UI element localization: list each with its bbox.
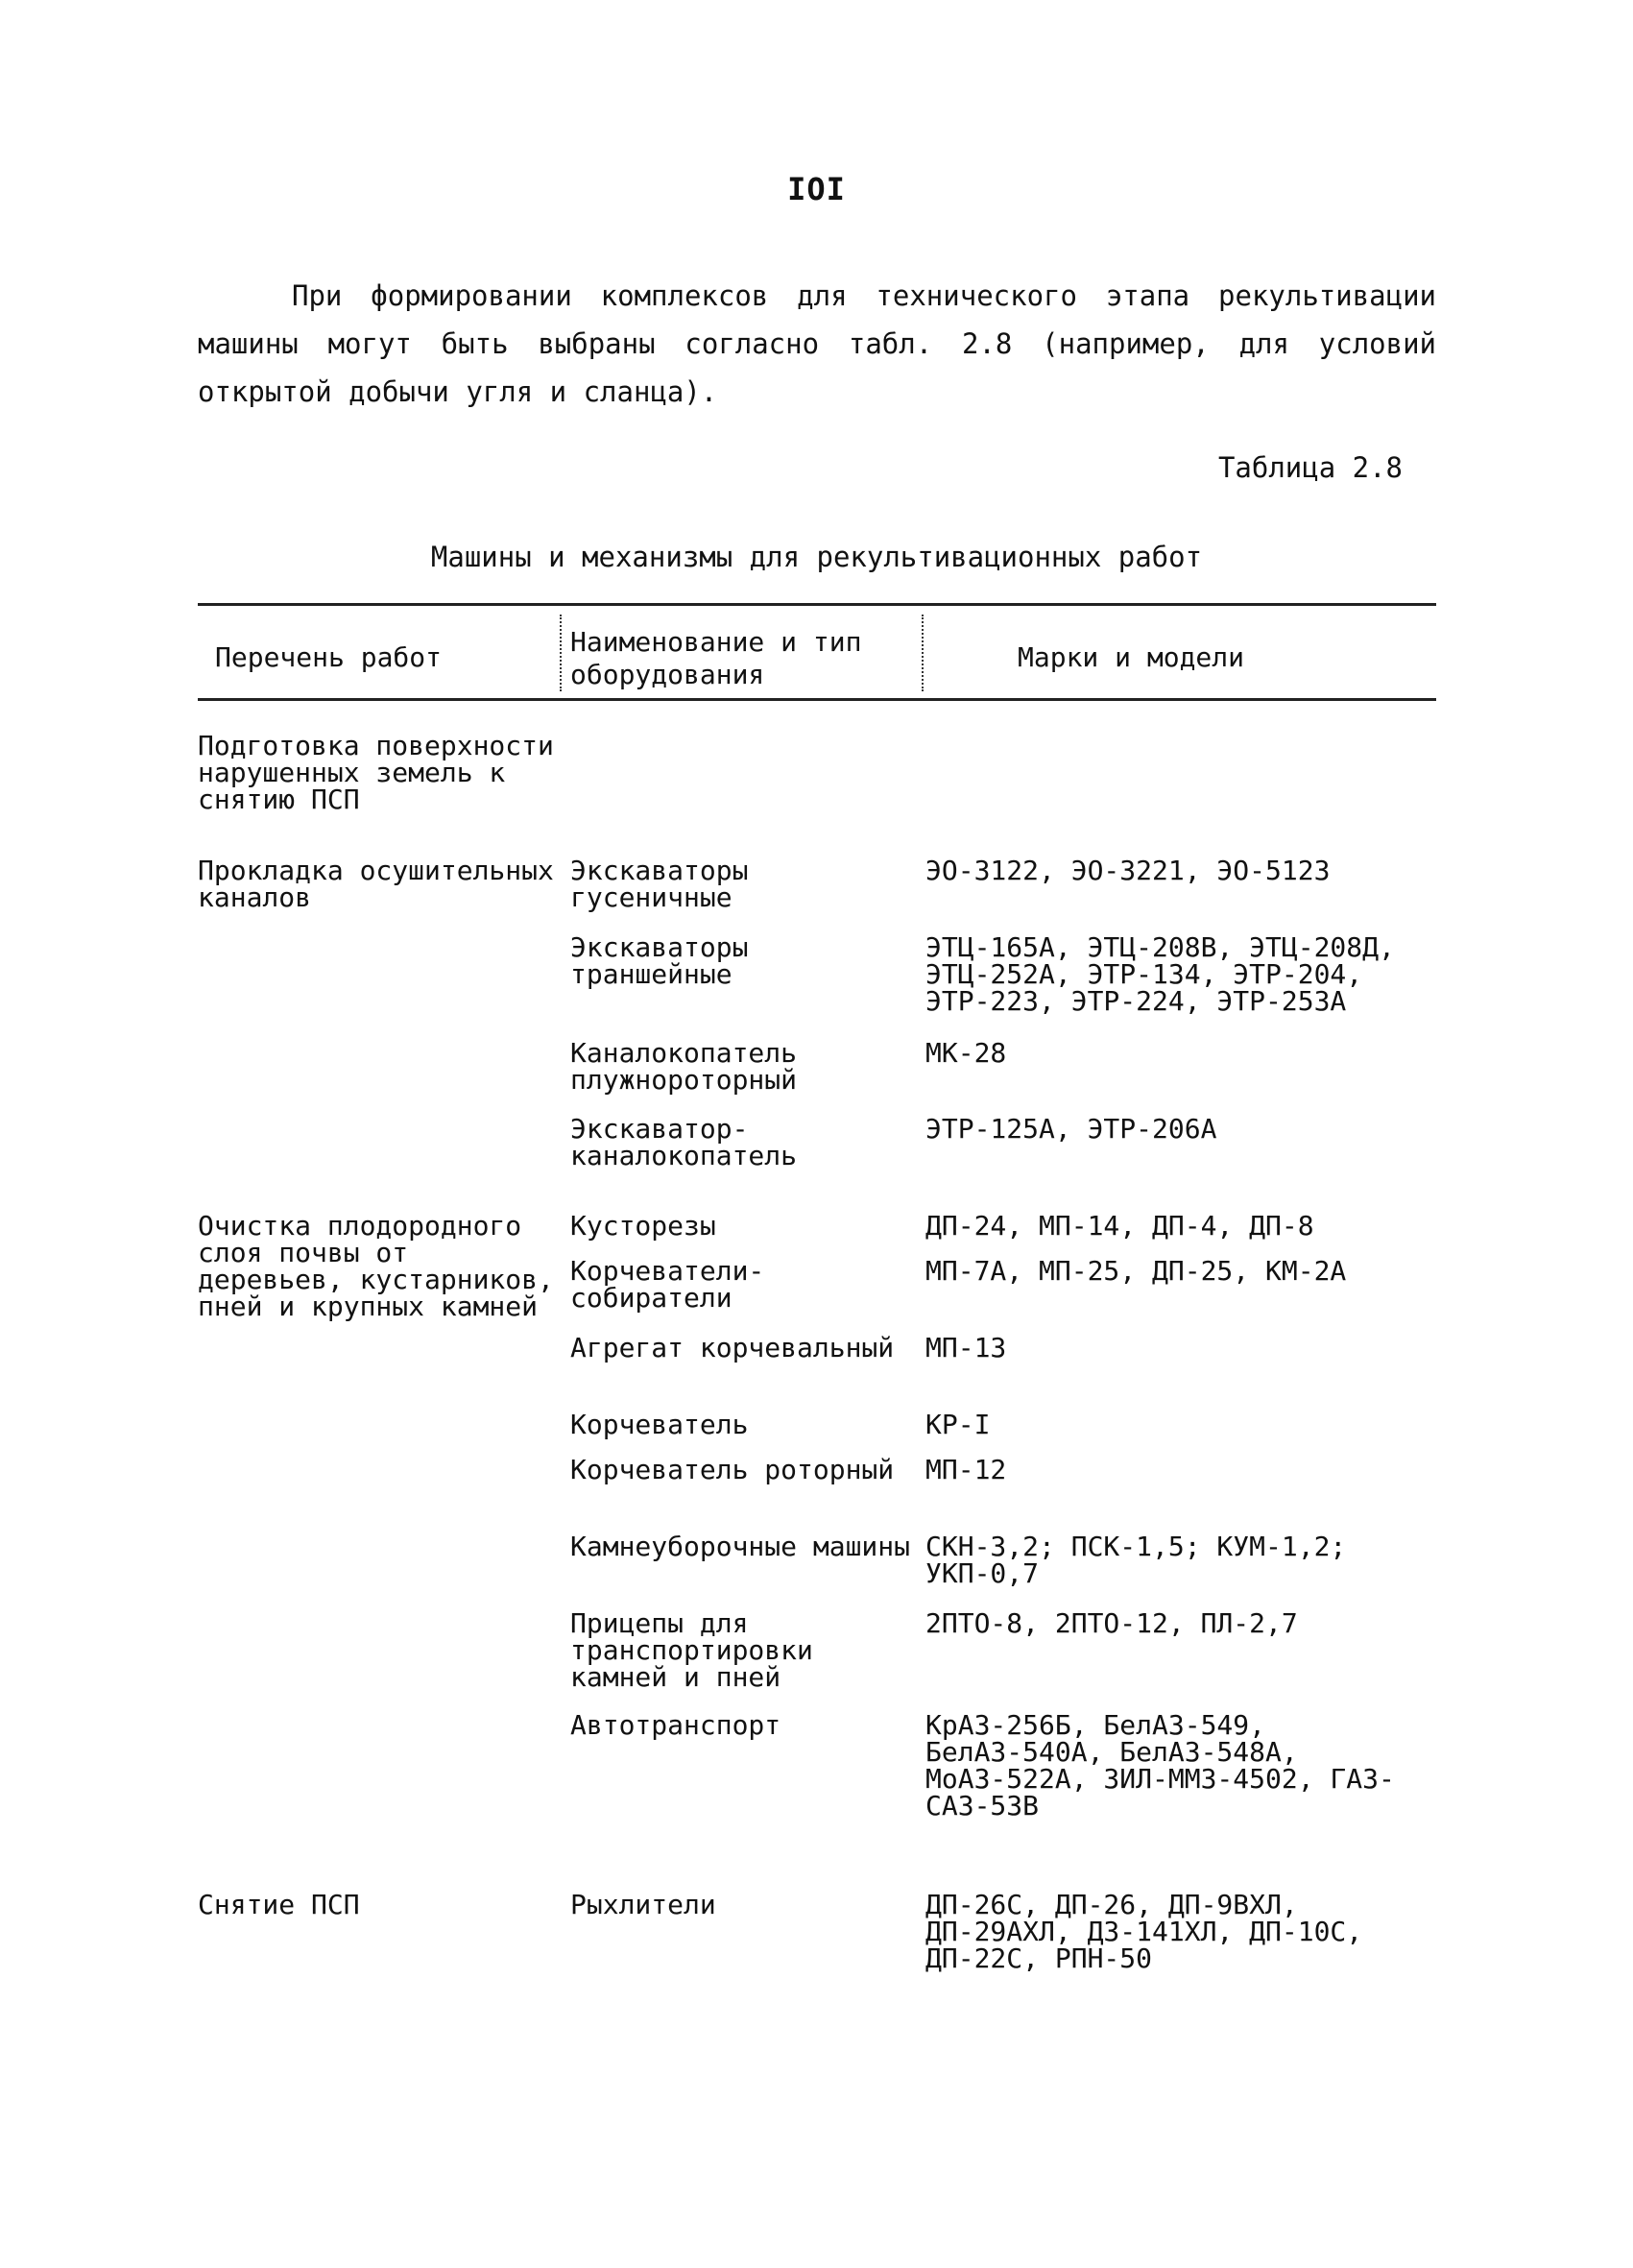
column-header-brands: Марки и модели bbox=[1018, 641, 1245, 673]
table-cell-brands: МП-13 bbox=[925, 1332, 1007, 1363]
table-title: Машины и механизмы для рекультивационных работ bbox=[430, 541, 1203, 573]
table-cell-equipment: Кусторезы bbox=[570, 1210, 716, 1242]
table-cell-brands: КрАЗ-256Б, БелАЗ-549, БелАЗ-540А, БелАЗ-548А, МоАЗ-522А, ЗИЛ-ММЗ-4502, ГАЗ-САЗ-53В bbox=[925, 1709, 1395, 1822]
table-cell-brands: ДП-26С, ДП-26, ДП-9ВХЛ, ДП-29АХЛ, ДЗ-141ХЛ, ДП-10С, ДП-22С, РПН-50 bbox=[925, 1889, 1363, 1974]
table-cell-equipment: Корчеватель роторный bbox=[570, 1454, 895, 1485]
table-cell-work: Очистка плодородного слоя почвы от деревьев, кустарников, пней и крупных камней bbox=[198, 1210, 554, 1322]
table-cell-brands: МП-12 bbox=[925, 1454, 1007, 1485]
table-cell-equipment: Камнеуборочные машины bbox=[570, 1531, 911, 1562]
table-header-rule bbox=[198, 698, 1436, 701]
table-cell-work: Снятие ПСП bbox=[198, 1889, 360, 1920]
column-separator bbox=[922, 615, 924, 691]
table-cell-equipment: Корчеватели-собиратели bbox=[570, 1255, 765, 1314]
table-cell-brands: КР-I bbox=[925, 1409, 991, 1440]
table-cell-brands: 2ПТО-8, 2ПТО-12, ПЛ-2,7 bbox=[925, 1607, 1298, 1639]
table-cell-equipment: Экскаваторы гусеничные bbox=[570, 855, 749, 913]
table-cell-equipment: Рыхлители bbox=[570, 1889, 716, 1920]
table-top-rule bbox=[198, 603, 1436, 606]
table-cell-brands: МП-7А, МП-25, ДП-25, КМ-2А bbox=[925, 1255, 1347, 1287]
table-cell-equipment: Прицепы для транспортировки камней и пней bbox=[570, 1607, 813, 1693]
table-cell-brands: ЭТР-125А, ЭТР-206А bbox=[925, 1113, 1217, 1145]
intro-paragraph: При формировании комплексов для технического этапа рекультивации машины могут быть выбраны согласно табл. 2.8 (например, для условий открытой добычи угля и сланца). bbox=[198, 279, 1436, 408]
table-cell-brands: ЭО-3122, ЭО-3221, ЭО-5123 bbox=[925, 855, 1331, 886]
table-cell-equipment: Корчеватель bbox=[570, 1409, 749, 1440]
column-separator bbox=[560, 615, 562, 691]
table-cell-equipment: Агрегат корчевальный bbox=[570, 1332, 895, 1363]
table-cell-equipment: Каналокопатель плужнороторный bbox=[570, 1037, 798, 1096]
table-cell-equipment: Экскаватор-каналокопатель bbox=[570, 1113, 798, 1171]
table-cell-brands: ДП-24, МП-14, ДП-4, ДП-8 bbox=[925, 1210, 1314, 1242]
table-cell-brands: СКН-3,2; ПСК-1,5; КУМ-1,2; УКП-0,7 bbox=[925, 1531, 1347, 1589]
table-cell-work: Прокладка осушительных каналов bbox=[198, 855, 554, 913]
table-label: Таблица 2.8 bbox=[1217, 451, 1403, 484]
table-cell-brands: МК-28 bbox=[925, 1037, 1007, 1069]
table-cell-brands: ЭТЦ-165А, ЭТЦ-208В, ЭТЦ-208Д, ЭТЦ-252А, ЭТР-134, ЭТР-204, ЭТР-223, ЭТР-224, ЭТР-253А bbox=[925, 931, 1395, 1017]
table-cell-work: Подготовка поверхности нарушенных земель к снятию ПСП bbox=[198, 730, 554, 815]
column-header-equipment: Наименование и тип оборудования bbox=[570, 626, 862, 690]
column-header-works: Перечень работ bbox=[215, 641, 443, 673]
table-cell-equipment: Экскаваторы траншейные bbox=[570, 931, 749, 990]
page-number: IOI bbox=[787, 171, 846, 207]
table-cell-equipment: Автотранспорт bbox=[570, 1709, 781, 1741]
